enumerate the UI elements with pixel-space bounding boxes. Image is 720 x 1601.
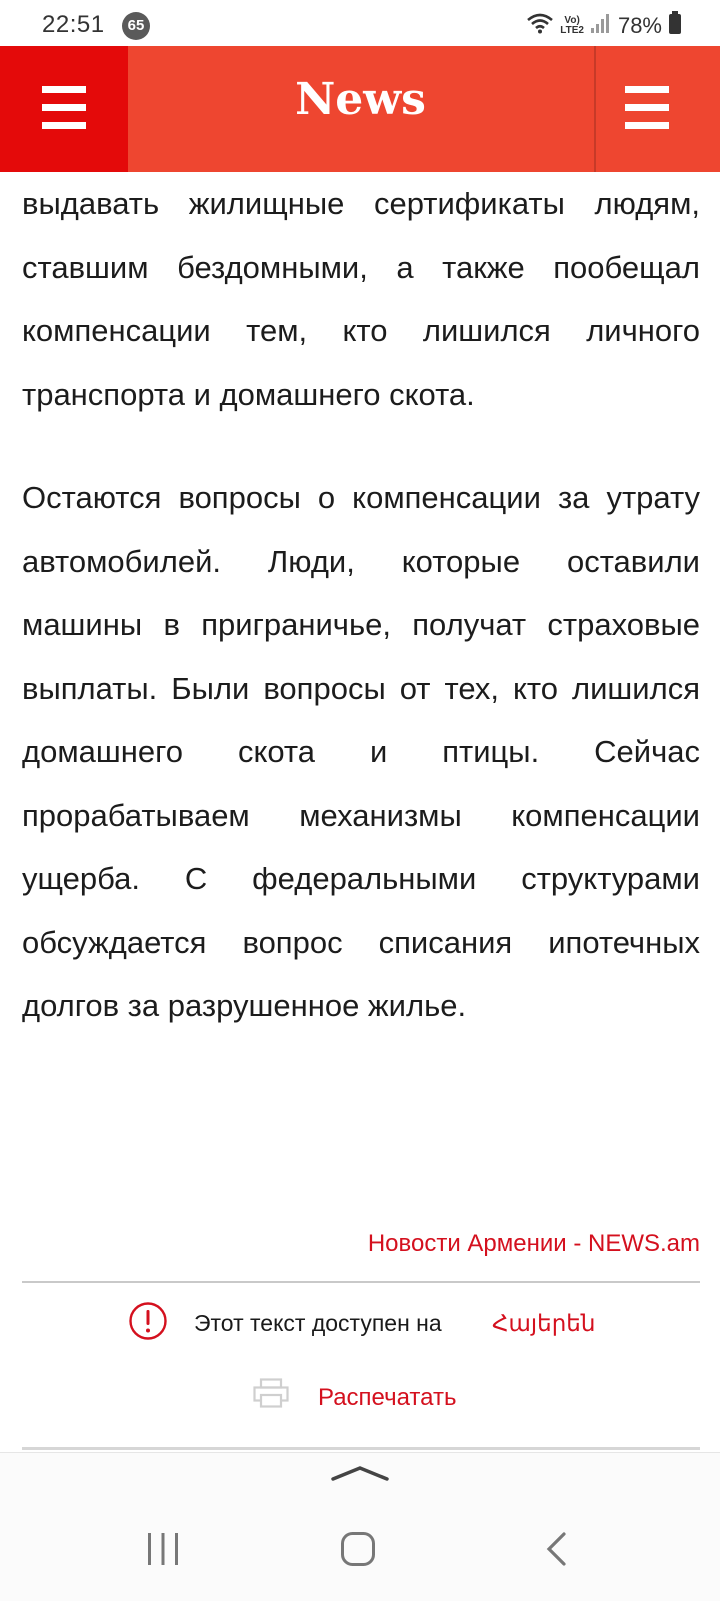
chevron-up-icon[interactable]	[330, 1461, 390, 1488]
signal-icon	[590, 12, 612, 39]
app-header	[0, 46, 720, 172]
article-paragraph: выдавать жилищные сертификаты людям, ставшим бездомными, а также пообещал компенсации тем, кто лишился личного транспорта и домашнего скота.	[22, 186, 700, 412]
menu-icon	[625, 86, 669, 140]
status-bar	[0, 0, 720, 46]
back-icon[interactable]	[544, 1531, 568, 1572]
divider	[22, 1447, 700, 1450]
article-body	[22, 172, 700, 1038]
network-label-bottom: LTE2	[560, 24, 584, 36]
alert-icon	[128, 1301, 168, 1346]
wifi-icon	[526, 12, 554, 39]
language-availability	[0, 1294, 720, 1344]
battery-icon	[668, 11, 682, 40]
printer-icon	[253, 1378, 289, 1413]
left-menu-button[interactable]	[0, 46, 128, 172]
armenian-language-link[interactable]: Հայերեն	[492, 1310, 596, 1336]
right-menu-button[interactable]	[596, 46, 720, 172]
notification-count-badge: 65	[122, 12, 150, 40]
divider	[22, 1281, 700, 1283]
print-link[interactable]: Распечатать	[318, 1384, 457, 1411]
article-paragraph: Остаются вопросы о компенсации за утрату автомобилей. Люди, которые оставили машины в приграничье, получат страховые выплаты. Были вопросы от тех, кто лишился домашнего скота и птицы. Сейчас прорабатываем механизмы компенсации ущерба. С федеральными структурами обсуждается вопрос списания ипотечных долгов за разрушенное жилье.	[22, 480, 700, 1023]
site-logo[interactable]: News	[295, 74, 426, 125]
status-time: 22:51	[42, 11, 105, 38]
network-type	[560, 16, 584, 36]
status-icons	[526, 11, 682, 40]
menu-icon	[42, 86, 86, 140]
source-link[interactable]: Новости Армении - NEWS.am	[367, 1230, 700, 1257]
print-row[interactable]	[0, 1370, 720, 1420]
navigation-bar	[0, 1452, 720, 1601]
home-icon[interactable]	[340, 1531, 376, 1572]
battery-percent: 78%	[617, 12, 662, 38]
language-note: Этот текст доступен на	[194, 1310, 442, 1336]
recent-apps-icon[interactable]	[146, 1531, 180, 1572]
network-label-top: Vo)	[564, 14, 580, 26]
